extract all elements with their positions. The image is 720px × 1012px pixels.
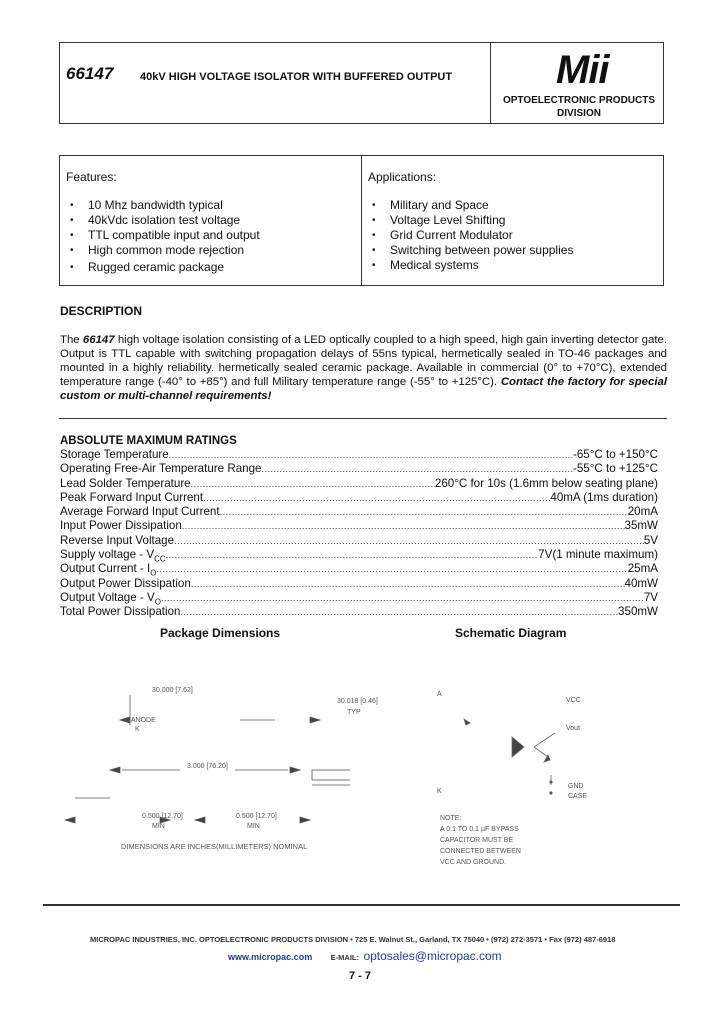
table-row bbox=[60, 491, 658, 505]
note-title: NOTE: bbox=[440, 815, 462, 822]
features-section bbox=[66, 170, 356, 275]
description-body: high voltage isolation consisting of a LED optically coupled to a high speed, high gain inverting detector gate. Output is TTL capable with switching propagation delays of 55ns typical, hermetically sealed in TO-46 packages and mounted in a highly reliability. hermetically sealed ceramic package. Available in commercial (0° to +70°C), extended temperature range (-40° to +85°) and full Military temperature range (-55° to +125°C). bbox=[60, 334, 667, 388]
min-mid-label: MIN bbox=[247, 823, 260, 830]
list-item: • High common mode rejection bbox=[66, 243, 356, 258]
typ-label: TYP bbox=[347, 709, 361, 716]
rating-label-text: Output Current - I bbox=[60, 562, 151, 576]
table-row bbox=[60, 562, 658, 576]
table-row bbox=[60, 477, 658, 491]
rating-label bbox=[60, 591, 161, 605]
division-name bbox=[494, 94, 664, 120]
footer-rule bbox=[43, 904, 680, 906]
rating-value: -55°C to +125°C bbox=[572, 462, 658, 476]
applications-section bbox=[368, 170, 658, 273]
leader-dots bbox=[181, 605, 619, 619]
rating-value: 7V(1 minute maximum) bbox=[538, 548, 658, 562]
rating-label: Storage Temperature bbox=[60, 448, 169, 461]
description-part: 66147 bbox=[82, 334, 115, 346]
rating-value: 7V bbox=[643, 590, 658, 604]
arrow-icon bbox=[195, 817, 205, 823]
dim-left-label: 0.500 [12.70] bbox=[142, 813, 183, 820]
website-link[interactable]: www.micropac.com bbox=[228, 952, 313, 962]
table-row bbox=[60, 577, 658, 591]
rating-value: 40mA (1ms duration) bbox=[550, 490, 658, 504]
rating-label: Total Power Dissipation bbox=[60, 605, 181, 619]
wire bbox=[534, 733, 555, 747]
table-row bbox=[60, 605, 658, 619]
arrow-icon bbox=[65, 817, 75, 823]
rating-value: 35mW bbox=[624, 519, 658, 533]
table-row bbox=[60, 448, 658, 462]
rating-value: 5V bbox=[643, 533, 658, 547]
rating-value: 25mA bbox=[627, 562, 658, 576]
rating-label bbox=[60, 562, 156, 576]
leader-dots bbox=[156, 562, 627, 576]
rating-label-sub: CC bbox=[154, 554, 166, 564]
package-heading: Package Dimensions bbox=[160, 626, 281, 640]
rating-label: Average Forward Input Current bbox=[60, 505, 220, 519]
page-number: 7 - 7 bbox=[349, 970, 372, 982]
list-item: • TTL compatible input and output bbox=[66, 228, 356, 243]
rating-label-sub: O bbox=[150, 568, 157, 578]
leader-dots bbox=[262, 462, 573, 476]
header-divider bbox=[490, 42, 491, 124]
arrow-icon bbox=[300, 817, 310, 823]
ratings-table bbox=[60, 448, 658, 620]
leader-dots bbox=[166, 548, 539, 562]
leader-dots bbox=[191, 577, 625, 591]
ratings-heading: ABSOLUTE MAXIMUM RATINGS bbox=[60, 435, 237, 447]
features-divider bbox=[361, 155, 362, 286]
wire bbox=[534, 747, 548, 757]
email-link[interactable]: optosales@micropac.com bbox=[363, 949, 502, 963]
list-item: • Voltage Level Shifting bbox=[368, 213, 658, 228]
description-heading: DESCRIPTION bbox=[60, 304, 143, 318]
arrow-icon bbox=[464, 719, 470, 725]
list-item: • 40kVdc isolation test voltage bbox=[66, 213, 356, 228]
leader-dots bbox=[191, 477, 435, 491]
list-item: • Rugged ceramic package bbox=[66, 260, 356, 275]
features-heading: Features: bbox=[66, 170, 117, 184]
rating-label: Reverse Input Voltage bbox=[60, 533, 175, 547]
table-row bbox=[60, 534, 658, 548]
dimensions-note: DIMENSIONS ARE INCHES(MILLIMETERS) NOMINAL bbox=[121, 842, 308, 851]
rating-value: 20mA bbox=[627, 505, 658, 519]
document-title: 40kV HIGH VOLTAGE ISOLATOR WITH BUFFERED OUTPUT bbox=[140, 71, 453, 83]
arrow-icon bbox=[310, 717, 320, 723]
description-the: The bbox=[60, 334, 80, 346]
description-text bbox=[60, 333, 667, 403]
rating-label bbox=[60, 548, 166, 562]
schematic-note bbox=[440, 813, 521, 868]
note-line: A 0.1 TO 0.1 µF BYPASS bbox=[440, 826, 519, 833]
rating-label: Output Power Dissipation bbox=[60, 576, 191, 590]
rating-value: 260°C for 10s (1.6mm below seating plane) bbox=[434, 476, 658, 490]
leader-dots bbox=[203, 491, 550, 505]
company-logo: Mii bbox=[556, 48, 609, 92]
list-item: • 10 Mhz bandwidth typical bbox=[66, 198, 356, 213]
list-item: • Grid Current Modulator bbox=[368, 228, 658, 243]
leader-dots bbox=[161, 591, 644, 605]
schematic-heading: Schematic Diagram bbox=[455, 626, 567, 640]
features-list bbox=[66, 198, 356, 275]
part-number: 66147 bbox=[66, 64, 114, 83]
list-item: • Medical systems bbox=[368, 258, 658, 273]
company-address: MICROPAC INDUSTRIES, INC. OPTOELECTRONIC PRODUCTS DIVISION • 725 E. Walnut St., Garland, TX 75040 • (972) 272-3571 • Fax (972) 487-6918 bbox=[90, 935, 616, 944]
leader-dots bbox=[174, 534, 644, 548]
leader-dots bbox=[220, 505, 628, 519]
contact-line bbox=[228, 947, 502, 965]
gate-icon bbox=[512, 737, 524, 757]
note-line: CONNECTED BETWEEN bbox=[440, 848, 521, 855]
rating-label: Lead Solder Temperature bbox=[60, 476, 191, 490]
dim-width-label: 3.000 [76.20] bbox=[187, 763, 228, 770]
arrow-icon bbox=[110, 767, 120, 773]
schematic-vcc: VCC bbox=[566, 697, 581, 704]
schematic-case: CASE bbox=[568, 793, 588, 800]
schematic-vout: Vout bbox=[566, 725, 581, 732]
section-rule bbox=[59, 418, 667, 419]
min-left-label: MIN bbox=[152, 823, 165, 830]
description-emphasis: Contact the factory for special custom or multi-channel requirements! bbox=[60, 376, 667, 402]
note-line: VCC AND GROUND. bbox=[440, 859, 507, 866]
cathode-label: K bbox=[135, 726, 140, 733]
email-label: E-MAIL: bbox=[330, 953, 359, 962]
schematic-cathode: K bbox=[437, 788, 442, 795]
rating-value: 350mW bbox=[618, 605, 658, 619]
rating-label: Peak Forward Input Current bbox=[60, 490, 204, 504]
rating-label: Operating Free-Air Temperature Range bbox=[60, 462, 262, 476]
rating-label: Input Power Dissipation bbox=[60, 519, 182, 533]
applications-list bbox=[368, 198, 658, 273]
anode-label: A ANODE bbox=[125, 717, 156, 724]
table-row bbox=[60, 519, 658, 533]
table-row bbox=[60, 548, 658, 562]
schematic-gnd: GND bbox=[568, 783, 584, 790]
rating-value: 40mW bbox=[624, 576, 658, 590]
list-item: • Switching between power supplies bbox=[368, 243, 658, 258]
rating-label-sub: O bbox=[154, 597, 161, 607]
rating-label-text: Output Voltage - V bbox=[60, 590, 155, 604]
division-line-2: DIVISION bbox=[557, 108, 601, 119]
leader-dots bbox=[169, 448, 573, 462]
dim-top-label: 30.000 [7.62] bbox=[152, 687, 193, 694]
rating-value: -65°C to +150°C bbox=[572, 448, 658, 461]
dim-right-label: 30.018 [0.46] bbox=[337, 698, 378, 705]
leader-dots bbox=[182, 519, 625, 533]
table-row bbox=[60, 591, 658, 605]
pin-dot bbox=[550, 792, 552, 794]
dim-mid-label: 0.500 [12.70] bbox=[236, 813, 277, 820]
arrow-icon bbox=[290, 767, 300, 773]
table-row bbox=[60, 462, 658, 476]
division-line-1: OPTOELECTRONIC PRODUCTS bbox=[502, 95, 656, 106]
list-item: • Military and Space bbox=[368, 198, 658, 213]
lead-rect bbox=[312, 770, 350, 780]
schematic-anode: A bbox=[437, 691, 442, 698]
note-line: CAPACITOR MUST BE bbox=[440, 837, 514, 844]
rating-label-text: Supply voltage - V bbox=[60, 548, 155, 562]
applications-heading: Applications: bbox=[368, 170, 437, 184]
table-row bbox=[60, 505, 658, 519]
